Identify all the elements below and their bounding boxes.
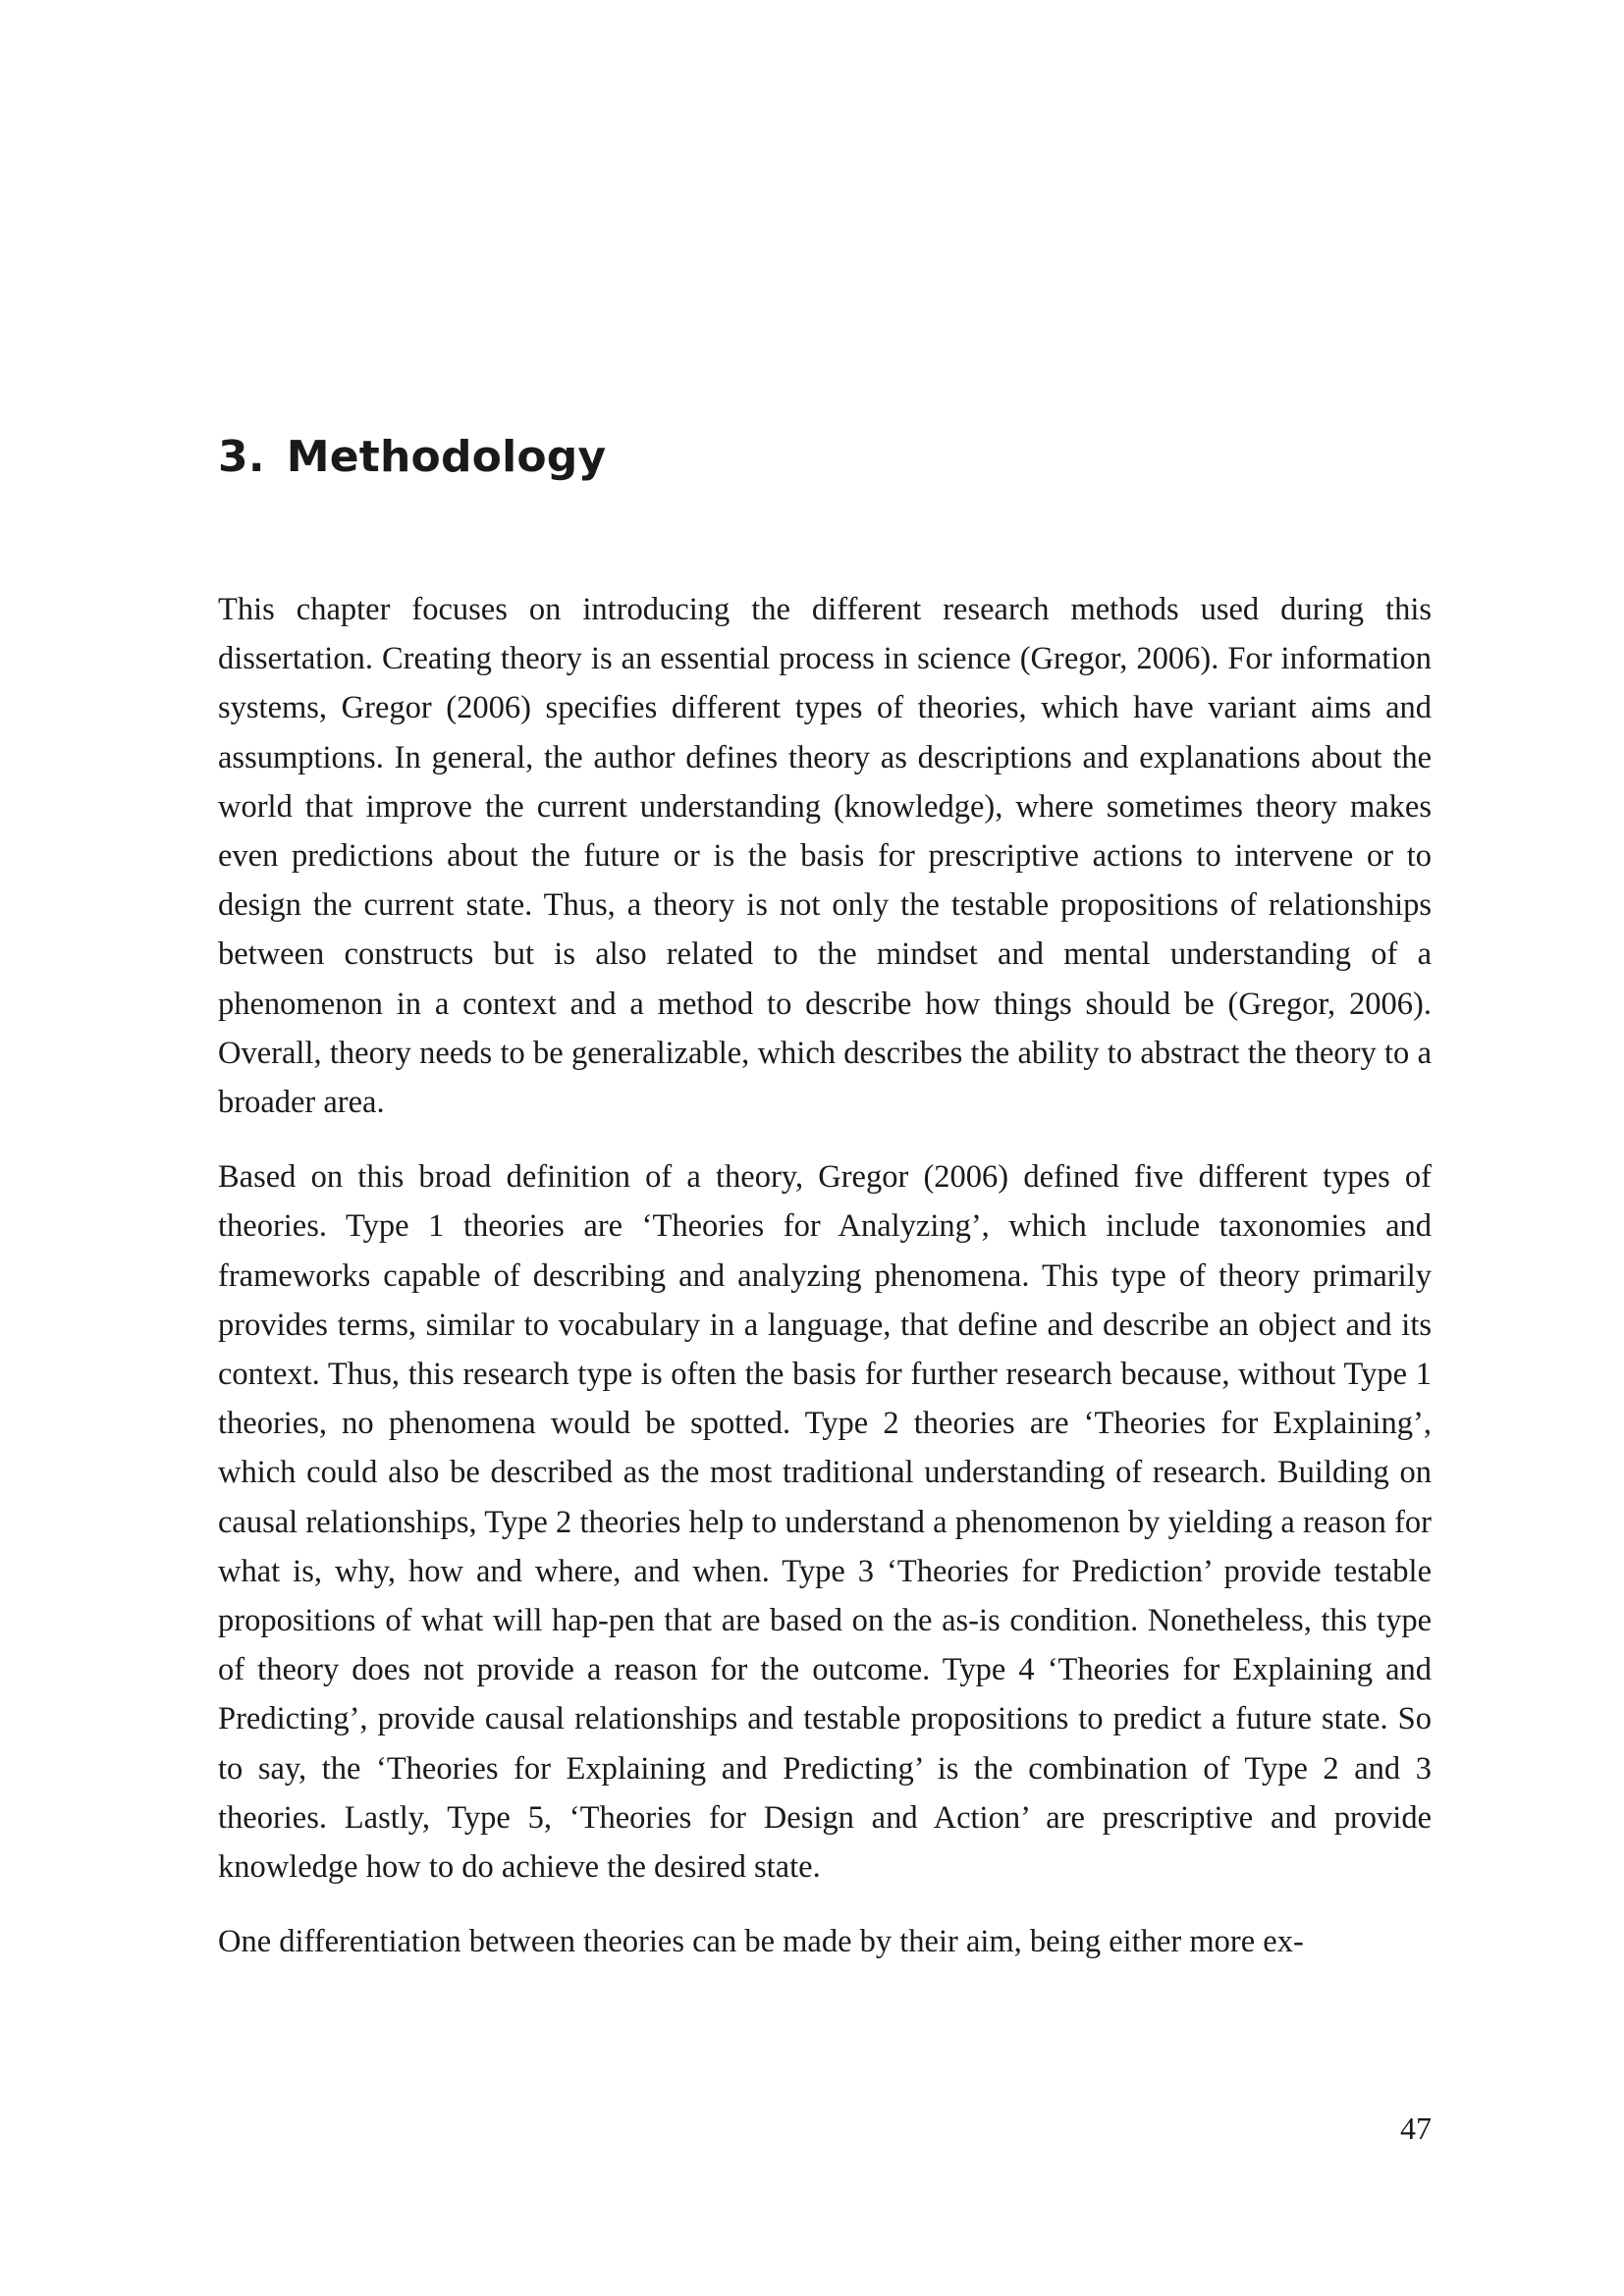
- chapter-heading: [218, 432, 606, 482]
- paragraph-differentiation: One differentiation between theories can be made by their aim, being either more ex-: [218, 1924, 1304, 1960]
- paragraph-intro: This chapter focuses on introducing the different research methods used during this dissertation. Creating theory is an essential process in science (Gregor, 2006). For information systems, Gregor (2006) specifies different types of theories, which have variant aims and assumptions. In general, the author defines theory as descriptions and explanations about the world that improve the current understanding (knowledge), where sometimes theory makes even predictions about the future or is the basis for prescriptive actions to intervene or to design the current state. Thus, a theory is not only the testable propositions of relationships between constructs but is also related to the mindset and mental understanding of a phenomenon in a context and a method to describe how things should be (Gregor, 2006). Overall, theory needs to be generalizable, which describes the ability to abstract the theory to a broader area.: [218, 592, 1432, 1121]
- body-text: [218, 585, 1432, 1992]
- paragraph-theory-types: Based on this broad definition of a theory, Gregor (2006) defined five different types of theories. Type 1 theories are ‘Theories for Analyzing’, which include taxonomies and frameworks capable of describing and analyzing phenomena. This type of theory primarily provides terms, similar to vocabulary in a language, that define and describe an object and its context. Thus, this research type is often the basis for further research because, without Type 1 theories, no phenomena would be spotted. Type 2 theories are ‘Theories for Explaining’, which could also be described as the most traditional understanding of research. Building on causal relationships, Type 2 theories help to understand a phenomenon by yielding a reason for what is, why, how and where, and when. Type 3 ‘Theories for Prediction’ provide testable propositions of what will hap-pen that are based on the as-is condition. Nonetheless, this type of theory does not provide a reason for the outcome. Type 4 ‘Theories for Explaining and Predicting’, provide causal relationships and testable propositions to predict a future state. So to say, the ‘Theories for Explaining and Predicting’ is the combination of Type 2 and 3 theories. Lastly, Type 5, ‘Theories for Design and Action’ are prescriptive and provide knowledge how to do achieve the desired state.: [218, 1159, 1432, 1886]
- chapter-number: 3.: [218, 432, 265, 482]
- page-number: 47: [1400, 2110, 1432, 2146]
- chapter-title: Methodology: [286, 432, 607, 482]
